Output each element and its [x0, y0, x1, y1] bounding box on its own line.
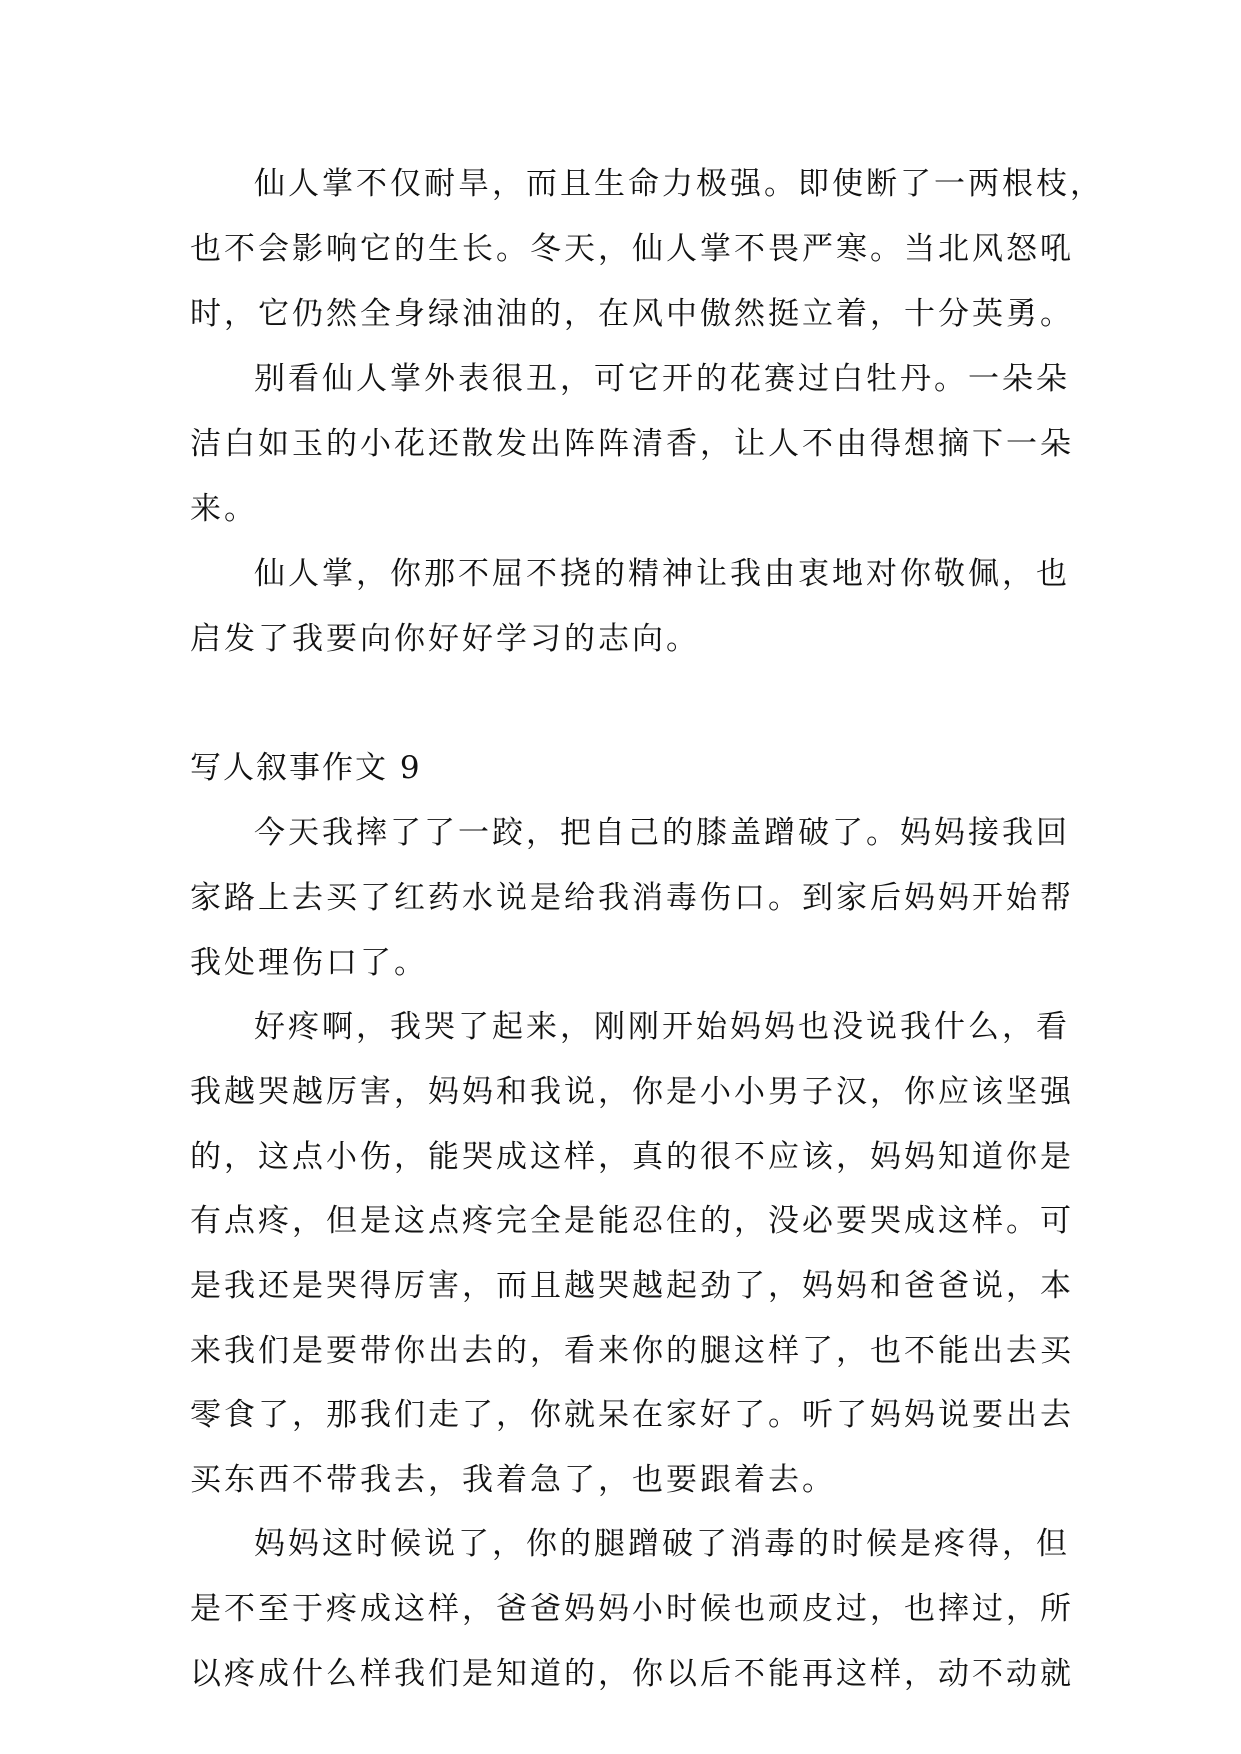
paragraph-line: 今天我摔了了一跤，把自己的膝盖蹭破了。妈妈接我回 — [254, 815, 1070, 851]
paragraph-line: 我越哭越厉害，妈妈和我说，你是小小男子汉，你应该坚强 — [190, 1074, 1074, 1110]
paragraph-line: 买东西不带我去，我着急了，也要跟着去。 — [190, 1462, 836, 1498]
paragraph-line: 有点疼，但是这点疼完全是能忍住的，没必要哭成这样。可 — [190, 1203, 1074, 1239]
paragraph-line: 妈妈这时候说了，你的腿蹭破了消毒的时候是疼得，但 — [254, 1526, 1070, 1562]
paragraph-line: 以疼成什么样我们是知道的，你以后不能再这样，动不动就 — [190, 1656, 1074, 1692]
paragraph-line: 也不会影响它的生长。冬天，仙人掌不畏严寒。当北风怒吼 — [190, 231, 1074, 267]
section-title: 写人叙事作文 9 — [190, 750, 422, 786]
paragraph-line: 仙人掌不仅耐旱，而且生命力极强。即使断了一两根枝， — [254, 166, 1104, 202]
paragraph-line: 好疼啊，我哭了起来，刚刚开始妈妈也没说我什么，看 — [254, 1009, 1070, 1045]
paragraph-line: 仙人掌，你那不屈不挠的精神让我由衷地对你敬佩，也 — [254, 556, 1070, 592]
paragraph-line: 洁白如玉的小花还散发出阵阵清香，让人不由得想摘下一朵 — [190, 426, 1074, 462]
paragraph-line: 家路上去买了红药水说是给我消毒伤口。到家后妈妈开始帮 — [190, 880, 1074, 916]
paragraph-line: 别看仙人掌外表很丑，可它开的花赛过白牡丹。一朵朵 — [254, 361, 1070, 397]
paragraph-line: 的，这点小伤，能哭成这样，真的很不应该，妈妈知道你是 — [190, 1139, 1074, 1175]
paragraph-line: 是我还是哭得厉害，而且越哭越起劲了，妈妈和爸爸说，本 — [190, 1268, 1074, 1304]
paragraph-line: 来。 — [190, 491, 258, 527]
paragraph-line: 零食了，那我们走了，你就呆在家好了。听了妈妈说要出去 — [190, 1397, 1074, 1433]
paragraph-line: 是不至于疼成这样，爸爸妈妈小时候也顽皮过，也摔过，所 — [190, 1591, 1074, 1627]
paragraph-line: 启发了我要向你好好学习的志向。 — [190, 621, 700, 657]
paragraph-line: 时，它仍然全身绿油油的，在风中傲然挺立着，十分英勇。 — [190, 296, 1074, 332]
paragraph-line: 来我们是要带你出去的，看来你的腿这样了，也不能出去买 — [190, 1333, 1074, 1369]
paragraph-line: 我处理伤口了。 — [190, 945, 428, 981]
